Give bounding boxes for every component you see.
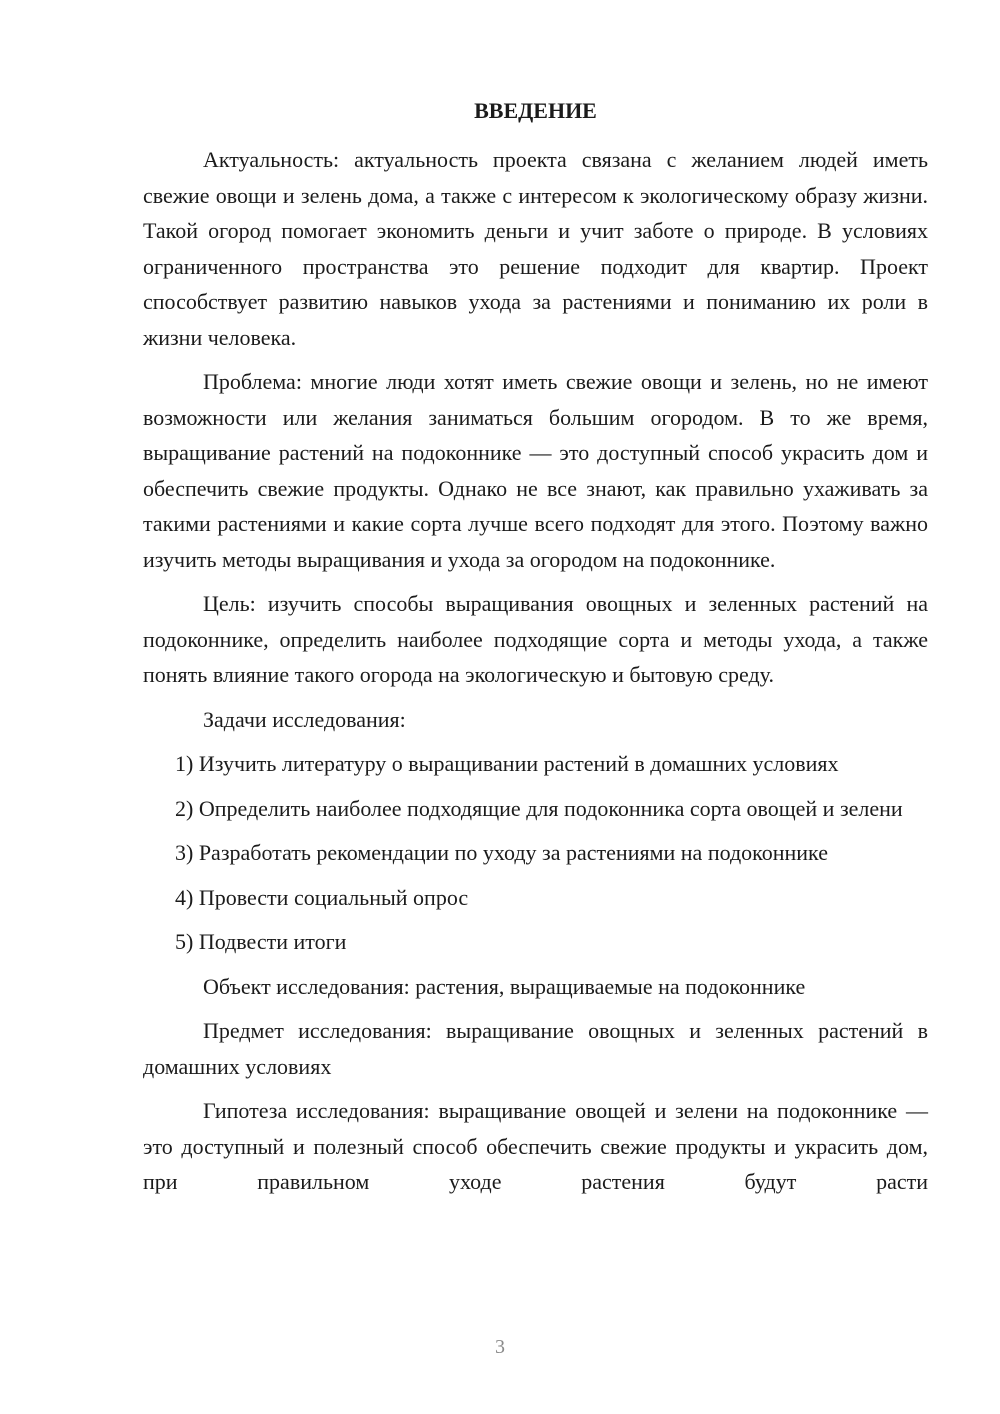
relevance-paragraph: Актуальность: актуальность проекта связана с желанием людей иметь свежие овощи и зелень дома, а также с интересом к экологическому образу жизни. Такой огород помогает экономить деньги и учит заботе о природе. В условиях ограниченного пространства это решение подходит для квартир. Проект способствует развитию навыков ухода за растениями и пониманию их роли в жизни человека. — [143, 147, 928, 350]
section-heading: ВВЕДЕНИЕ — [474, 98, 597, 123]
task-item: 5) Подвести итоги — [175, 929, 347, 954]
document-body — [143, 142, 928, 1200]
task-item: 2) Определить наиболее подходящие для подоконника сорта овощей и зелени — [175, 795, 903, 821]
goal-paragraph: Цель: изучить способы выращивания овощных и зеленных растений на подоконнике, определить наиболее подходящие сорта и методы ухода, а также понять влияние такого огорода на экологическую и бытовую среду. — [143, 591, 928, 687]
research-object-paragraph: Объект исследования: растения, выращиваемые на подоконнике — [203, 973, 806, 999]
tasks-heading: Задачи исследования: — [203, 706, 406, 732]
page-number: 3 — [495, 1336, 505, 1358]
problem-paragraph: Проблема: многие люди хотят иметь свежие овощи и зелень, но не имеют возможности или желания заниматься большим огородом. В то же время, выращивание растений на подоконнике — это доступный способ украсить дом и обеспечить свежие продукты. Однако не все знают, как правильно ухаживать за такими растениями и какие сорта лучше всего подходят для этого. Поэтому важно изучить методы выращивания и ухода за огородом на подоконнике. — [143, 369, 928, 572]
hypothesis-paragraph: Гипотеза исследования: выращивание овощей и зелени на подоконнике — это доступный и полезный способ обеспечить свежие продукты и украсить дом, при правильном уходе растения будут расти — [143, 1098, 928, 1194]
task-item: 1) Изучить литературу о выращивании растений в домашних условиях — [175, 751, 839, 776]
task-item: 3) Разработать рекомендации по уходу за растениями на подоконнике — [175, 840, 828, 865]
research-subject-paragraph: Предмет исследования: выращивание овощных и зеленных растений в домашних условиях — [143, 1018, 928, 1079]
task-item: 4) Провести социальный опрос — [175, 884, 469, 910]
